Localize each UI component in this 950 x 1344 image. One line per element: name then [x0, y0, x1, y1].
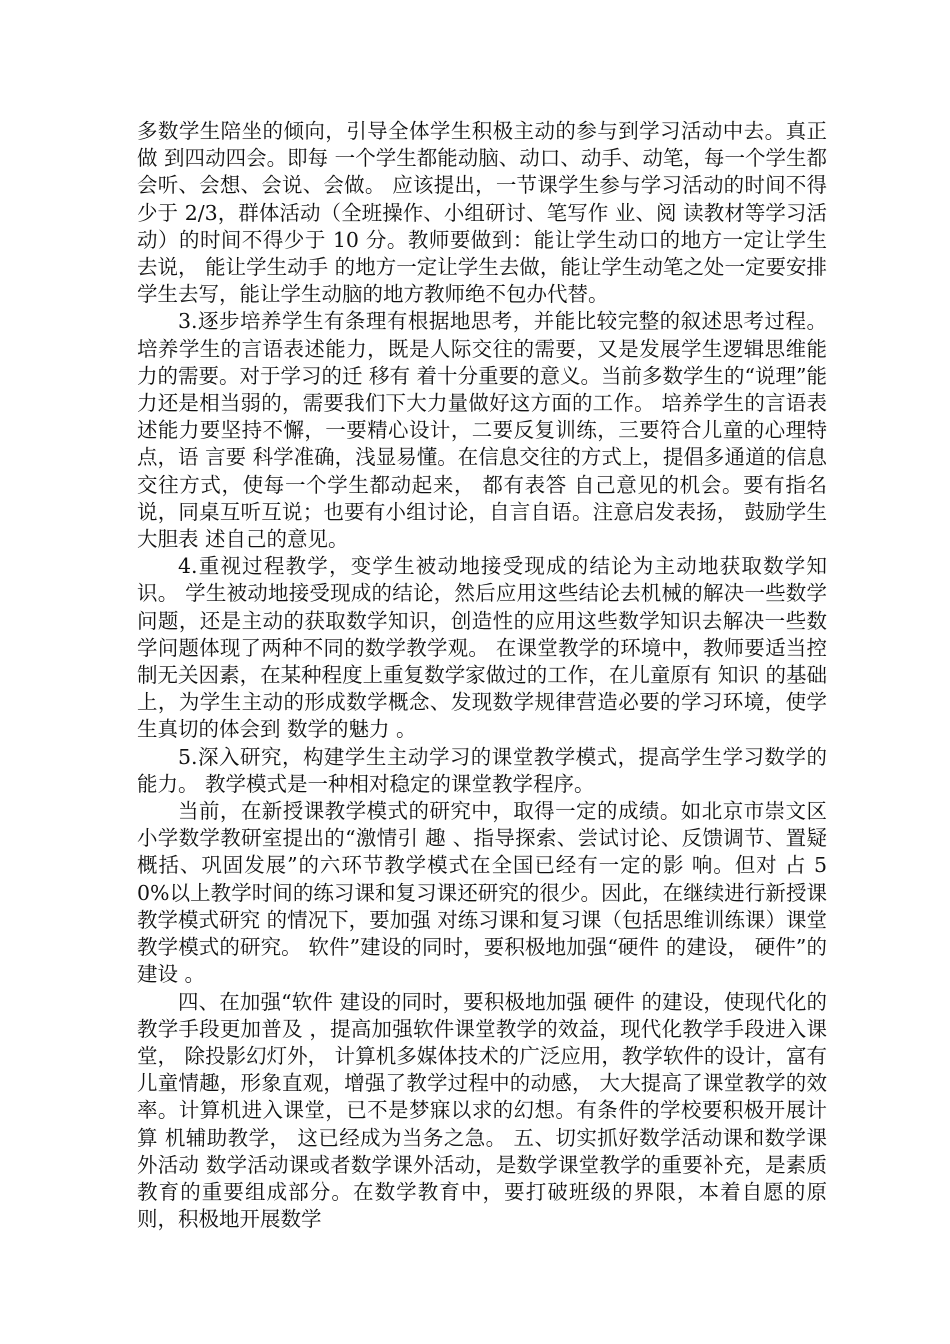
paragraph-5: 当前，在新授课教学模式的研究中，取得一定的成绩。如北京市崇文区小学数学教研室提出的“激情引 趣 、指导探索、尝试讨论、反馈调节、置疑概括、巩固发展”的六环节教学模式在全国已经有一定的影 响。但对 占 50%以上教学时间的练习课和复习课还研究的很少。因此，在继续进行新授课教学模式研究 的情况下，要加强 对练习课和复习课（包括思维训练课）课堂教学模式的研究。 软件”建设的同时，要积极地加强“硬件 的建设， 硬件”的建设 。 [137, 799, 827, 987]
paragraph-6: 四、在加强“软件 建设的同时，要积极地加强 硬件 的建设，使现代化的教学手段更加普及 ，提高加强软件课堂教学的效益，现代化教学手段进入课堂， 除投影幻灯外， 计算机多媒体技术的广泛应用，教学软件的设计，富有儿童情趣，形象直观，增强了教学过程中的动感， 大大提高了课堂教学的效率。计算机进入课堂，已不是梦寐以求的幻想。有条件的学校要积极开展计算 机辅助教学， 这已经成为当务之急。 五、切实抓好数学活动课和数学课外活动 数学活动课或者数学课外活动，是数学课堂教学的重要补充，是素质教育的重要组成部分。在数学教育中，要打破班级的界限，本着自愿的原则，积极地开展数学 [137, 989, 827, 1232]
paragraph-4: 5.深入研究，构建学生主动学习的课堂教学模式，提高学生学习数学的能力。 教学模式是一种相对稳定的课堂教学程序。 [137, 744, 827, 796]
paragraph-1: 多数学生陪坐的倾向，引导全体学生积极主动的参与到学习活动中去。真正做 到四动四会。即每 一个学生都能动脑、动口、动手、动笔，每一个学生都会听、会想、会说、会做。 应该提出，一节课学生参与学习活动的时间不得少于 2/3，群体活动（全班操作、小组研讨、笔写作 业、阅 读教材等学习活动）的时间不得少于 10 分。教师要做到：能让学生动口的地方一定让学生去说， 能让学生动手 的地方一定让学生去做，能让学生动笔之处一定要安排学生去写，能让学生动脑的地方教师绝不包办代替。 [137, 119, 827, 307]
document-body [137, 118, 827, 1233]
paragraph-2: 3.逐步培养学生有条理有根据地思考，并能比较完整的叙述思考过程。 培养学生的言语表述能力，既是人际交往的需要，又是发展学生逻辑思维能力的需要。对于学习的迁 移有 着十分重要的意义。当前多数学生的“说理”能力还是相当弱的，需要我们下大力量做好这方面的工作。 培养学生的言语表述能力要坚持不懈，一要精心设计，二要反复训练，三要符合儿童的心理特点，语 言要 科学准确，浅显易懂。在信息交往的方式上，提倡多通道的信息交往方式，使每一个学生都动起来， 都有表答 自己意见的机会。要有指名说，同桌互听互说；也要有小组讨论，自言自语。注意启发表扬， 鼓励学生大胆表 述自己的意见。 [137, 309, 827, 552]
paragraph-3: 4.重视过程教学，变学生被动地接受现成的结论为主动地获取数学知识。 学生被动地接受现成的结论，然后应用这些结论去机械的解决一些数学问题，还是主动的获取数学知识，创造性的应用这些数学知识去解决一些数学问题体现了两种不同的数学教学观。 在课堂教学的环境中，教师要适当控制无关因素，在某种程度上重复数学家做过的工作，在儿童原有 知识 的基础上，为学生主动的形成数学概念、发现数学规律营造必要的学习环境，使学生真切的体会到 数学的魅力 。 [137, 554, 827, 742]
